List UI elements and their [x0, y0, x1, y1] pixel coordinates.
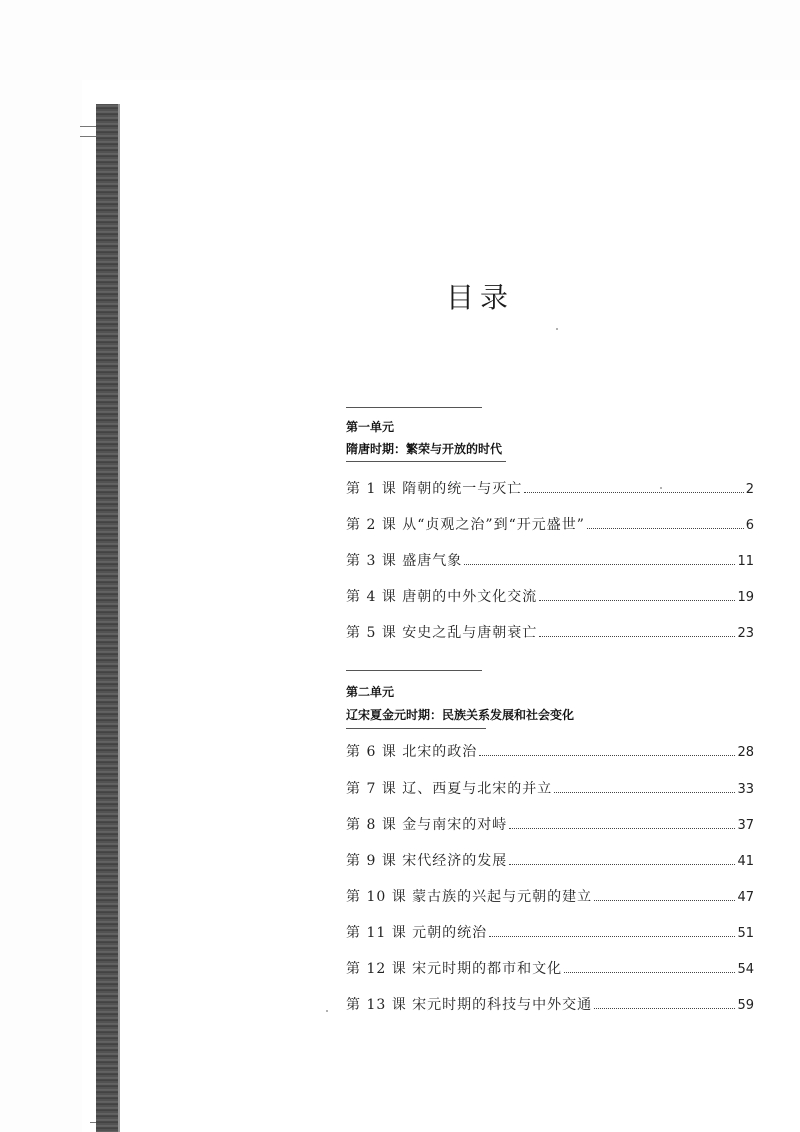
scan-speck: [556, 328, 558, 330]
lesson-title: 第 8 课 金与南宋的对峙: [346, 817, 508, 833]
unit-rule: [346, 407, 482, 408]
leader-dots: [587, 518, 744, 529]
toc-entry[interactable]: [346, 478, 754, 498]
scan-speck: [660, 487, 662, 489]
unit-rule: [346, 728, 486, 729]
leader-dots: [489, 926, 735, 937]
toc-entry[interactable]: [346, 622, 754, 642]
leader-dots: [539, 626, 735, 637]
leader-dots: [479, 745, 735, 756]
toc-entry[interactable]: [346, 586, 754, 606]
page-number: 59: [737, 998, 754, 1013]
lesson-title: 第 12 课 宋元时期的都市和文化: [346, 961, 563, 977]
page-title: 目录: [445, 281, 514, 314]
binding-strip: [96, 104, 118, 1132]
leader-dots: [554, 782, 735, 793]
page-number: 11: [737, 554, 754, 569]
page-number: 33: [737, 782, 754, 797]
toc-entry[interactable]: [346, 514, 754, 534]
leader-dots: [509, 818, 735, 829]
lesson-title: 第 3 课 盛唐气象: [346, 553, 463, 569]
unit-name: 第一单元: [346, 420, 395, 434]
toc-entry[interactable]: [346, 922, 754, 942]
lesson-title: 第 10 课 蒙古族的兴起与元朝的建立: [346, 889, 593, 905]
toc-entry[interactable]: [346, 778, 754, 798]
leader-dots: [464, 554, 735, 565]
leader-dots: [594, 998, 735, 1009]
unit-subtitle: 辽宋夏金元时期：民族关系发展和社会变化: [346, 708, 575, 722]
leader-dots: [524, 482, 743, 493]
unit-name: 第二单元: [346, 685, 395, 699]
leader-dots: [539, 590, 735, 601]
leader-dots: [509, 854, 735, 865]
lesson-title: 第 13 课 宋元时期的科技与中外交通: [346, 997, 593, 1013]
unit-subtitle: 隋唐时期：繁荣与开放的时代: [346, 442, 503, 456]
page-number: 19: [737, 590, 754, 605]
toc-entry[interactable]: [346, 550, 754, 570]
page-number: 6: [745, 518, 754, 533]
page-number: 51: [737, 926, 754, 941]
unit-rule: [346, 461, 506, 462]
toc-entry[interactable]: [346, 958, 754, 978]
page-number: 37: [737, 818, 754, 833]
page-number: 47: [737, 890, 754, 905]
lesson-title: 第 11 课 元朝的统治: [346, 925, 488, 941]
lesson-title: 第 5 课 安史之乱与唐朝衰亡: [346, 625, 538, 641]
unit-rule: [346, 670, 482, 671]
lesson-title: 第 9 课 宋代经济的发展: [346, 853, 508, 869]
page-number: 2: [745, 482, 754, 497]
toc-entry[interactable]: [346, 814, 754, 834]
leader-dots: [564, 962, 735, 973]
scan-speck: [326, 1010, 328, 1012]
page-number: 54: [737, 962, 754, 977]
toc-entry[interactable]: [346, 850, 754, 870]
page-number: 41: [737, 854, 754, 869]
page-number: 28: [737, 745, 754, 760]
toc-entry[interactable]: [346, 741, 754, 761]
lesson-title: 第 7 课 辽、西夏与北宋的并立: [346, 781, 553, 797]
leader-dots: [594, 890, 735, 901]
binding-edge: [118, 104, 120, 1132]
lesson-title: 第 4 课 唐朝的中外文化交流: [346, 589, 538, 605]
lesson-title: 第 6 课 北宋的政治: [346, 744, 478, 760]
lesson-title: 第 1 课 隋朝的统一与灭亡: [346, 481, 523, 497]
toc-entry[interactable]: [346, 886, 754, 906]
page-number: 23: [737, 626, 754, 641]
lesson-title: 第 2 课 从“贞观之治”到“开元盛世”: [346, 517, 585, 533]
toc-entry[interactable]: [346, 994, 754, 1014]
